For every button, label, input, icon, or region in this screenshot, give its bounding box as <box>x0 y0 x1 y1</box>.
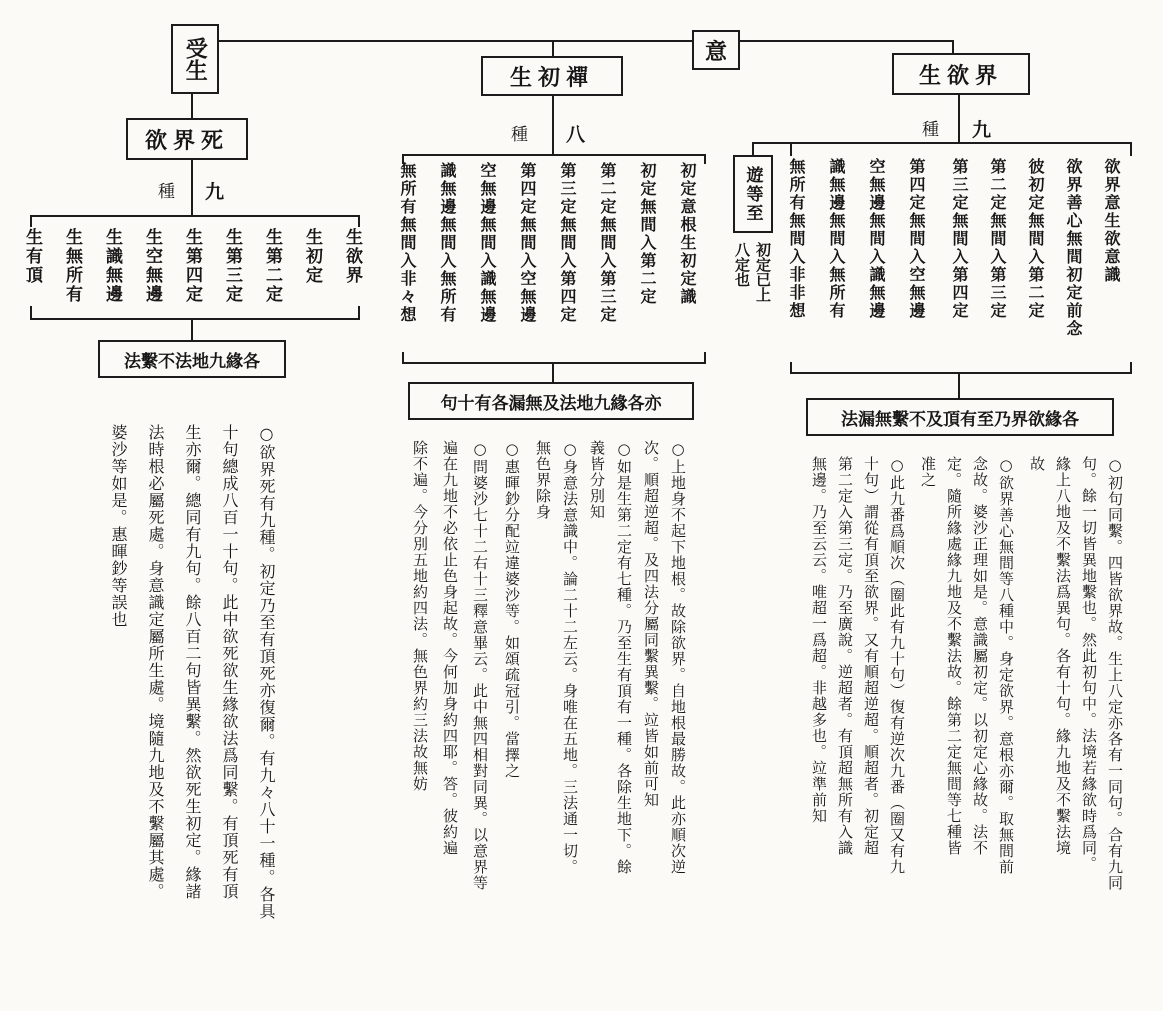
col3-item: 空無邊無間入識無邊 <box>867 158 886 320</box>
col1-item: 生第四定 <box>182 228 202 304</box>
col2-zhong: 種 <box>511 125 528 145</box>
col3-footer-box <box>806 398 1114 436</box>
col2-num: 八 <box>566 124 586 146</box>
col2-footer-text: 亦各緣九地法及無漏各有十句 <box>440 393 662 414</box>
col1-item: 生識無邊 <box>102 228 122 304</box>
col3-comm-line: 定。隨所緣處緣九地及不繫法故。餘第二定無間等七種皆 <box>945 456 963 856</box>
col1-item: 生第三定 <box>222 228 242 304</box>
col3-comm-line: ○欲界善心無間等八種中。身定欲界。意根亦爾。取無間前 <box>997 456 1015 875</box>
shou-sheng-box <box>171 24 219 94</box>
col3-comm-line: 句。餘一切皆異地繫也。然此初句中。法境若緣欲時爲同。 <box>1080 456 1098 872</box>
col1-comm-line: 十句總成八百一十句。此中欲死欲生緣欲法爲同繫。有頂死有頂 <box>220 424 239 900</box>
col3-comm-line: 故 <box>1028 456 1046 472</box>
col1-item: 生初定 <box>302 228 322 285</box>
col3-comm-line: 念故。婆沙正理如是。意識屬初定。以初定心緣故。法不 <box>971 456 989 856</box>
col3-item: 欲界意生欲意識 <box>1102 158 1121 284</box>
col3-num: 九 <box>972 119 992 141</box>
col2-comm-line: 次。順超逆超。及四法分屬同繫異繫。竝皆如前可知 <box>642 440 660 808</box>
col3-item: 無所有無間入非非想 <box>787 158 806 320</box>
col3-comm-line: 准之 <box>919 456 937 488</box>
col3-comm-line: 緣上八地及不繫法爲異句。各有十句。緣九地及不繫法境 <box>1054 456 1072 856</box>
col3-comm-line: ○初句同繫。四皆欲界故。生上八定亦各有一同句。合有九同 <box>1106 456 1124 891</box>
col1-num: 九 <box>205 181 225 203</box>
col2-item: 第二定無間入第三定 <box>598 162 617 324</box>
root-title-text: 意 <box>704 38 727 65</box>
col2-item: 第四定無間入空無邊 <box>518 162 537 324</box>
col3-extra-box <box>733 155 773 233</box>
col1-item: 生有頂 <box>22 228 42 285</box>
col3-comm-line: 無邊。乃至云云。唯超一爲超。非越多也。竝準前知 <box>810 456 828 824</box>
chu-chan-text: 生初禪 <box>509 64 594 91</box>
root-title <box>692 30 740 70</box>
col1-item: 生第二定 <box>262 228 282 304</box>
col2-comm-line: ○身意法意識中。論二十二左云。身唯在五地。三法通一切。 <box>561 440 579 875</box>
col2-item: 第三定無間入第四定 <box>558 162 577 324</box>
col2-footer-box <box>408 382 694 420</box>
col3-item: 識無邊無間入無所有 <box>827 158 846 320</box>
col3-comm-line: 十句）謂從有頂至欲界。又有順超逆超。順超者。初定超 <box>862 456 880 856</box>
col3-item: 彼初定無間入第二定 <box>1026 158 1045 320</box>
col1-footer-text: 各緣九地法不繫法 <box>124 351 260 372</box>
col3-item: 欲界善心無間初定前念 <box>1064 158 1083 338</box>
col3-extra-label: 至等遊 <box>742 165 763 223</box>
col2-comm-line: ○問婆沙七十二右十三釋意畢云。此中無四相對同異。以意界等 <box>471 440 489 891</box>
col1-zhong: 種 <box>158 182 175 202</box>
chu-chan-box <box>481 56 623 96</box>
col3-zhong: 種 <box>922 120 939 140</box>
col3-item: 第三定無間入第四定 <box>950 158 969 320</box>
col1-title-text: 欲界死 <box>144 127 229 154</box>
shou-sheng-text: 受生 <box>182 37 209 81</box>
col2-comm-line: ○惠暉鈔分配竝違婆沙等。如頌疏冠引。當擇之 <box>503 440 521 779</box>
col2-item: 初定無間入第二定 <box>638 162 657 306</box>
col1-comm-line: ○欲界死有九種。初定乃至有頂死亦復爾。有九々八十一種。各具 <box>257 424 276 920</box>
col3-item: 第二定無間入第三定 <box>988 158 1007 320</box>
col1-comm-line: 法時根必屬死處。身意識定屬所生處。境隨九地及不繫屬其處。 <box>146 424 165 900</box>
col1-comm-line: 生亦爾。總同有九句。餘八百二句皆異繫。然欲死生初定。緣諸 <box>183 424 202 900</box>
col3-comm-line: ○此九番爲順次（圈此有九十句）復有逆次九番（圈又有九 <box>888 456 906 875</box>
col2-item: 初定意根生初定識 <box>678 162 697 306</box>
col3-item: 第四定無間入空無邊 <box>907 158 926 320</box>
col2-comm-line: 除不遍。今分別五地約四法。無色界約三法故無妨 <box>411 440 429 792</box>
col2-comm-line: ○如是生第二定有七種。乃至生有頂有一種。各除生地下。餘 <box>615 440 633 875</box>
col1-item: 生空無邊 <box>142 228 162 304</box>
col2-item: 無所有無間入非々想 <box>398 162 417 324</box>
col1-title-box <box>126 118 248 160</box>
col1-item: 生無所有 <box>62 228 82 304</box>
col2-item: 空無邊無間入識無邊 <box>478 162 497 324</box>
col3-extra-note: 初定已上八定也 <box>733 242 772 302</box>
yu-jie-sheng-box <box>892 53 1030 95</box>
col2-item: 識無邊無間入無所有 <box>438 162 457 324</box>
col2-comm-line: ○上地身不起下地根。故除欲界。自地根最勝故。此亦順次逆 <box>669 440 687 875</box>
yu-jie-sheng-text: 生欲界 <box>918 62 1003 89</box>
col2-comm-line: 義皆分別知 <box>588 440 606 520</box>
col1-comm-line: 婆沙等如是。惠暉鈔等誤也 <box>109 424 128 628</box>
col2-comm-line: 無色界除身 <box>534 440 552 520</box>
col3-footer-text: 各緣欲界乃至有頂及不繫無漏法 <box>841 409 1079 430</box>
col1-footer-box <box>98 340 286 378</box>
col2-comm-line: 遍在九地不必依止色身起故。今何加身約四耶。答。彼約遍 <box>441 440 459 856</box>
col1-item: 生欲界 <box>342 228 362 285</box>
col3-comm-line: 第二定入第三定。乃至廣說。逆超者。有頂超無所有入識 <box>836 456 854 856</box>
